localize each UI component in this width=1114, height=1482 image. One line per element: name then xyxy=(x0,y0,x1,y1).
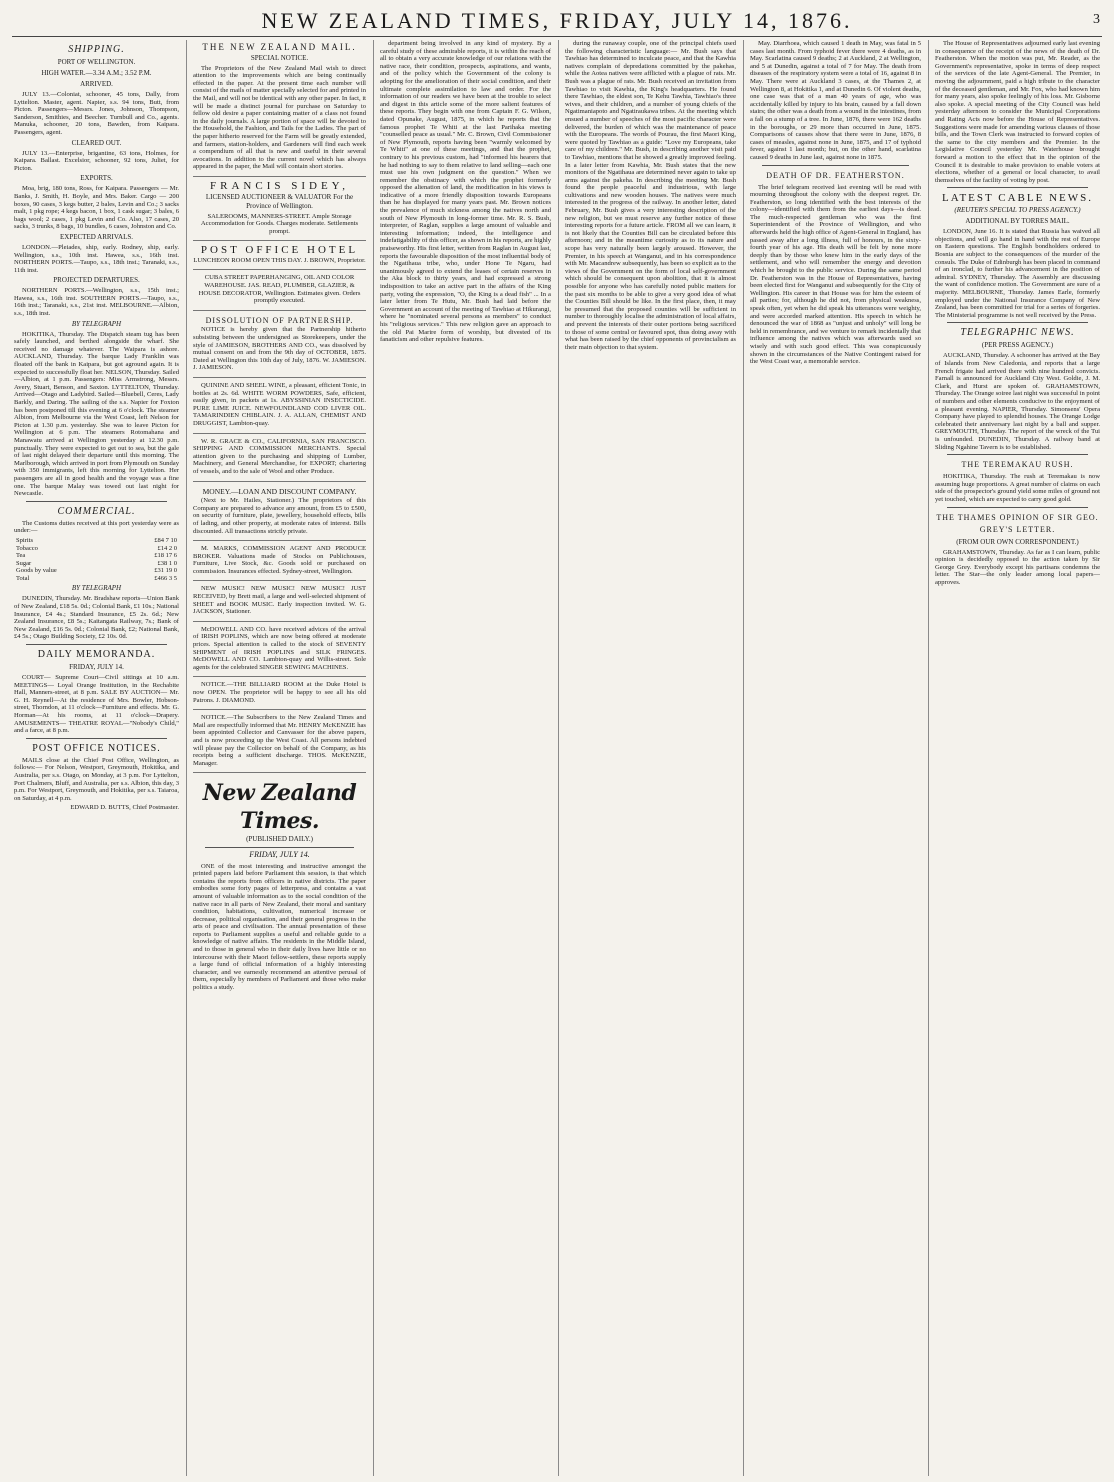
advertisement xyxy=(193,380,366,434)
sidey-text: SALEROOMS, MANNERS-STREET. Ample Storage Accommodation for Goods. Charges moderate. Settlements prompt. xyxy=(200,212,359,235)
marks-text: M. MARKS, COMMISSION AGENT AND PRODUCE BROKER. Valuations made of Stocks on Publichouses, Furniture, Live Stock, &c. Goods sold or purchased on commission. Insurances effected. Sydney-street, Wellington. xyxy=(193,545,366,575)
cleared-text: JULY 13.—Enterprise, brigantine, 63 tons, Holmes, for Kaipara. Ballast. Excelsior, schooner, 92 tons, Juliet, for Picton. xyxy=(14,149,179,172)
mcdowell-text: McDOWELL AND CO. have received advices of the arrival of IRISH POPLINS, which are now being offered at moderate prices. Special attention is called to the stock of SEVENTY SHIPMENT of IRISH POPLINS and SILK FRINGES. McDOWELL AND CO. Lambton-quay and Willis-street. Sole agents for the celebrated SINGER SEWING MACHINES. xyxy=(193,625,366,671)
column-2 xyxy=(187,40,372,1476)
shipping-heading: SHIPPING. xyxy=(68,44,125,55)
divider xyxy=(947,322,1088,323)
latest-cable-heading: LATEST CABLE NEWS. xyxy=(942,192,1093,205)
column-6 xyxy=(929,40,1106,1476)
divider xyxy=(947,507,1088,508)
exports-heading: EXPORTS. xyxy=(80,174,113,183)
arrived-heading: ARRIVED. xyxy=(80,80,113,88)
high-water: HIGH WATER.—3.34 A.M.; 3.52 P.M. xyxy=(41,69,152,77)
divider xyxy=(26,501,167,502)
additional-heading: ADDITIONAL BY TORRES MAIL. xyxy=(965,217,1070,226)
thames-subheading: (FROM OUR OWN CORRESPONDENT.) xyxy=(956,537,1079,546)
thames-heading: THE THAMES OPINION OF SIR GEO. GREY'S LETTER. xyxy=(936,512,1099,534)
mail-text: The Proprietors of the New Zealand Mail wish to direct attention to the improvements which are being continually effected in the paper. At the present time each number will consist of the mails of matter specially selected for and printed in the Mail, and will not be identical with any other paper. In fact, it will be made a distinct journal for purchase on Saturday to fellow old desire a paper containing matter of a class not found in the daily journals. A large portion of space will be devoted to the Household, the Fashion, and Tails for the Ladies. The part of the paper hitherto reserved for the Farm will be greatly extended, and farmers, station-holders, and Gardeners will find each week a compendium of all that is new and useful in their several avocations. In addition to the current novel which has always appeared in the paper, the Mail will contain short stories. xyxy=(193,64,366,171)
advertisement xyxy=(193,272,366,310)
grace-text: W. R. GRACE & CO., CALIFORNIA, SAN FRANCISCO. SHIPPING AND COMMISSION MERCHANTS. Special attention given to the purchasing and shipping of Lumber, Machinery, and General Merchandise, for EXPORT; chartering of vessels, and to the sale of Wool and other Produce. xyxy=(193,437,366,475)
cell-item: Total xyxy=(16,574,30,582)
arrived-text: JULY 13.—Coloniat, schooner, 45 tons, Dally, from Lyttelton. Master, agent. Napier, s.s. 94 tons, Butt, from Picton. Passengers—Messrs. Jones, Johnson, Thompson, Sanderson, Smithies, and Beecher. Turnbull and Co., agents. Manuka, schooner, 20 tons, Bawden, from Kaipara. Passengers, agent. xyxy=(14,91,179,136)
memoranda-text: COURT— Supreme Court—Civil sittings at 10 a.m. MEETINGS— Loyal Orange Institution, in the Rechabite Hall, Manners-street, at 8 p.m. SALE BY AUCTION— Mr. G. H. Reynell—At the residence of Mrs. Bowler, Hobson-street, Thorndon, at 11 o'clock—Furniture and effects. Mr. G. Horman—At his rooms, at 11 o'clock—Drapery. AMUSEMENTS— THEATRE ROYAL—"Nobody's Child," and a farce, at 8 p.m. xyxy=(14,674,179,735)
article-continuation: department being involved in any kind of mystery. By a careful study of these admirable reports, it is within the reach of all to obtain a very accurate knowledge of our relations with the native race, their condition, prospects, aspirations, and wants, and of the policy which the Government of the colony is adopting for the amelioration of their social condition, and their ultimate complete assimilation to law and order. For the information of our readers we have been at the trouble to select and digest in this article some of the more salient features of these reports. They begin with one from Captain F. G. Wilson, dated Opunake, August, 1875, in which he reports that the famous prophet Te Whiti at the last Parihaka meeting "counselled peace as usual." Mr. C. Brown, Civil Commissioner of New Plymouth, reports having been "warmly welcomed by Te Whiti" at one of these meetings, and that the prophet, contrary to his previous custom, had "informed his hearers that he had nothing to say to them relative to land selling—each one must use his own judgment on the question." When we remember the obstinacy with which the prophet formerly opposed the alienation of land, the modification in his views is indicative of a more friendly disposition towards Europeans than he has displayed for many years past. Mr. Brown notices the prevalence of much sickness among the natives north and south of New Plymouth in long-former time. Mr. R. S. Bush, interpreter, of Raglan, supplies a large amount of valuable and interesting information; indeed, the intelligence and indefatigability of this officer, as shown in his reports, are highly praiseworthy. His first letter, written from Raglan in August last, reports the favourable disposition of the most influential body of the Ngatihaua tribe, who, under Hone Te Ngaru, had unanimously agreed to extend the leases of certain reserves in the Aka block to thirty years, and had expressed a strong indisposition to take an active part in the affairs of the King party, voting the expression, "O, the King is a dead fish" ... In a later letter from Te Hutu, Mr. Bush had laid before the Government an account of the meeting of Tawhiao at Hikurangi, where he "nominated several persons as members" to conduct his "religious services." This new religion gave an approach to the old Pai Marire form of worship, but divested of its fanaticism and other repulsive features. xyxy=(380,40,552,344)
table-row xyxy=(14,575,179,583)
money-text: (Next to Mr. Hailes, Stationer.) The proprietors of this Company are prepared to advance any amount, from £5 to £500, on security of furniture, plate, jewellery, household effects, bills of lading, and other property, at moderate rates of interest. Bills discounted. All transactions strictly private. xyxy=(193,497,366,535)
divider xyxy=(205,847,354,848)
advertisement xyxy=(193,313,366,378)
mail-heading: THE NEW ZEALAND MAIL. xyxy=(202,42,357,52)
table-row xyxy=(14,545,179,553)
advertisement xyxy=(193,679,366,710)
column-5 xyxy=(744,40,927,1476)
advertisement xyxy=(193,583,366,621)
cuba-street-text: CUBA STREET PAPERHANGING, OIL AND COLOR WAREHOUSE. JAS. READ, PLUMBER, GLAZIER, & HOUSE DECORATOR, Wellington. Estimates given. Orders promptly executed. xyxy=(198,274,361,305)
divider xyxy=(947,187,1088,188)
money-heading: MONEY.—LOAN AND DISCOUNT COMPANY. xyxy=(202,486,357,496)
teremakau-heading: THE TEREMAKAU RUSH. xyxy=(961,460,1074,470)
advertisement xyxy=(193,179,366,241)
projected-text: NORTHERN PORTS.—Wellington, s.s., 15th inst.; Hawea, s.s., 16th inst. SOUTHERN PORTS.—Taupo, s.s., 16th inst.; Taranaki, s.s., 21st inst. MELBOURNE.—Albion, s.s., 18th inst. xyxy=(14,287,179,318)
cell-amount: £84 7 10 xyxy=(154,536,177,544)
column-3 xyxy=(374,40,557,1476)
mail-subheading: SPECIAL NOTICE. xyxy=(250,53,309,62)
dateline: FRIDAY, JULY 14. xyxy=(249,849,310,859)
music-text: NEW MUSIC! NEW MUSIC! NEW MUSIC! JUST RECEIVED, by Brett mail, a large and well-selected shipment of SHEET and BOOK MUSIC. Early inspection invited. W. G. JACKSON, Stationer. xyxy=(193,585,366,616)
telegraph-text: HOKITIKA, Thursday. The Dispatch steam tug has been safely launched, and berthed alongside the wharf. She received no damage whatever. The Waipara is ashore. AUCKLAND, Thursday. The barque Lady Franklin was floated off the bank in Kaipara, but got aground again. It is expected to successfully float her. NELSON, Thursday. Sailed—Albion, at 1 p.m. Passengers: Miss Armstrong, Messrs. Avery, Stuart, Benson, and Saxton. LYTTELTON, Thursday. Arrived—Otago and Ladybird. Sailed—Bluebell, Ceres, Lady Barkly, and Daring. The sailing of the s.s. Napier for Foxton has been postponed till this evening at 6 o'clock. The steamer Albion, from Melbourne via the West Coast, left Nelson for Picton at 1.30 p.m. yesterday. She was to leave Picton for Wellington at 6 p.m. The steamers Rotomahana and Manawatu arrived at Wellington yesterday at 12.30 p.m. punctually. They were expected to get out to sea, but the gale of last night delayed their departure until this morning. The Marlborough, which arrived in port from Plymouth on Sunday with 350 immigrants, left this morning for Lyttelton. Her passengers are all in good health and the voyage was a fine one. The barque Malay was towed out last night for Newcastle. xyxy=(14,330,180,498)
table-row xyxy=(14,567,179,575)
cell-amount: £31 19 0 xyxy=(154,567,177,575)
advertisement xyxy=(193,40,366,177)
death-text: The brief telegram received last evening will be read with mourning throughout the colony with the deepest regret. Dr. Featherston, so long identified with the best interests of the colony—identified with them from the earliest days—is dead. The much-respected gentleman who was the first Superintendent of the Province of Wellington, and who afterwards held the high office of Agent-General in England, has passed away after a long illness, full of honours, in the sixty-fourth year of his age. His death will be felt by none more deeply than by those who knew him in the early days of the settlement, and who will remember the energy and devotion which he brought to the public service. During the same period Dr. Featherston was in the House of Representatives, having been elected first for Wanganui and subsequently for the City of Wellington. His career in that House was for him the esteem of all parties; for, although he did not, from physical weakness, speak often, yet when he did speak his utterances were weighty, and were accorded marked attention. His speech in which he denounced the war of 1868 as "unjust and unholy" will long be held in remembrance, and we venture to remark incidentally that influence among the natives which was afterwards used so wisely and with such good effect. This was conspicuously shown in the circumstances of the Native Contingent raised for the West Coast war, a memorable service. xyxy=(750,183,921,366)
post-office-signature: EDWARD D. BUTTS, Chief Postmaster. xyxy=(70,804,179,812)
divider xyxy=(26,738,167,739)
collector-notice-text: NOTICE.—The Subscribers to the New Zealand Times and Mail are respectfully informed that Mr. HENRY McKENZIE has been appointed Collector and Canvasser for the above papers, and is now proceeding up the West Coast. All persons indebted will please pay the Collector on behalf of the Company, as his receipts being a sufficient discharge. THOS. McKENZIE, Manager. xyxy=(193,714,366,767)
cleared-heading: CLEARED OUT. xyxy=(71,138,122,147)
cell-amount: £14 2 0 xyxy=(157,544,177,552)
sidey-subheading: LICENSED AUCTIONEER & VALUATOR For the Province of Wellington. xyxy=(205,192,354,210)
commercial-heading: COMMERCIAL. xyxy=(57,505,136,517)
post-office-text: MAILS close at the Chief Post Office, Wellington, as follows:— For Nelson, Westport, Greymouth, Hokitika, and Australia, per s.s. Otago, on Monday, at 3 p.m. For Lyttelton, Port Chalmers, Bluff, and Australia, per s.s. Albion, this day, 3 p.m. For Westport, Greymouth, and Hokitika, per s.s. Taiaroa, on Saturday, at 4 p.m. xyxy=(14,756,179,802)
newspaper-title: NEW ZEALAND TIMES, FRIDAY, JULY 14, 1876. xyxy=(261,8,853,33)
cell-item: Tobacco xyxy=(16,544,38,552)
telegraph2-text: DUNEDIN, Thursday. Mr. Bradshaw reports—Union Bank of New Zealand, £18 5s. 0d.; Colonial Bank, £1 10s.; National Insurance, £4 4s.; Standard Insurance, £5 2s. 6d.; New Zealand Insurance, £8 5s.; Kaitangata Railway, 7s.; Bank of New Zealand, £16 5s. 0d.; Colonial Bank, £2; National Bank, £4 5s.; Otago Building Society, £2 10s. 0d. xyxy=(14,595,180,641)
advertisement xyxy=(193,624,366,678)
quinine-text: QUININE AND SHEEL WINE, a pleasant, efficient Tonic, in bottles at 2s. 6d. WHITE WORM POWDERS, Safe, efficient, easily given, in packets at 1s. ABYSSINIAN INSECTICIDE. PURE LIME JUICE. NEWFOUNDLAND COD LIVER OIL. TAMARINDIEN CHIBLAIN. J. A. ALLAN, CHEMIST AND DRUGGIST, Lambton-quay. xyxy=(193,382,366,427)
customs-table xyxy=(14,537,179,583)
top-rule xyxy=(12,36,1102,37)
table-row xyxy=(14,552,179,560)
advertisement xyxy=(193,712,366,773)
dissolution-text: NOTICE is hereby given that the Partnership hitherto subsisting between the undersigned as Storekeepers, under the style of JAMIESON, BROTHERS AND CO., was dissolved by mutual consent on and from the 9th day of OCTOBER, 1875. Dated at Wellington this 10th day of July, 1876. W. JAMIESON. J. JAMIESON. xyxy=(193,326,366,372)
advertisement xyxy=(193,484,366,542)
telegraphic-heading: TELEGRAPHIC NEWS. xyxy=(960,327,1075,339)
dissolution-heading: DISSOLUTION OF PARTNERSHIP. xyxy=(205,315,354,325)
masthead xyxy=(0,0,1114,32)
port-heading: PORT OF WELLINGTON. xyxy=(57,58,136,66)
article-continuation: during the runaway couple, one of the principal chiefs used the following characteristic language:— Mr. Bush says that Tawhiao has determined to inculcate peace, and that the Kawhia natives complain of depredations committed by the pakehas, while the Aotea natives were afflicted with a plague of rats. Mr. Bush was a plague of rats. Mr. Bush received an invitation from Tawhiao to visit Kawhia, the King's headquarters. He found there Tawhiao, the eldest son, Te Kehu Tawhia, Tawhiao's three wives, and their children, and a number of young chiefs of the Ngatimaniapoto and Ngatiraukawa tribes. At the meeting which ensued a number of speeches of the most pacific character were delivered, the burden of which was the maintenance of peace with the Europeans. The words of Pourau, the first Maori King, were quoted by Tawhiao as a guide: "Love my Europeans, take care of my children." Mr. Bush, in describing another visit paid to Tawhiao, mentions that he showed a greatly improved feeling. In a later letter from Kawhia, Mr. Bush states that the new monitors of the Ngatihaua are determined never again to take up arms against the pakeha. In describing the meeting Mr. Bush found the people peaceful and industrious, with large cultivations and new wooden houses. The natives were much interested in the progress of the railway. In another letter, dated February, Mr. Bush gives a very interesting description of the new religion, but we must reserve any further notice of these interesting reports for a future article. FROM all we can learn, it is not likely that the Counties Bill can be circulated before this afternoon; and in the meantime curiosity as to its nature and scope has very naturally been largely aroused. However, the Premier, in his speech at Wanganui, and in his correspondence with Mr. Macandrew subsequently, has been so explicit as to the views of the Government on the form of local self-government which should be consequent upon abolition, that it is almost possible for anyone who has carefully noted public matters for the past six months to be able to give a very good idea of what the Counties Bill should be like. In the first place, then, it may be presumed that the proposed counties will be sufficient in number to thoroughly localise the administration of local affairs, and prevent the interests of their outer portions being sacrificed to those of some central or favoured spot, thus doing away with what has been raised by the chief opponents of provincialism as their main objection to that system. xyxy=(565,40,736,351)
telegraphic-subheading: (PER PRESS AGENCY.) xyxy=(981,341,1054,350)
cell-item: Goods by value xyxy=(16,567,57,575)
sidey-heading: FRANCIS SIDEY, xyxy=(210,179,349,192)
banner-subtitle: (PUBLISHED DAILY.) xyxy=(246,835,313,844)
teremakau-text: HOKITIKA, Thursday. The rush at Teremakau is now assuming huge proportions. A great number of claims on each side of the prospector's ground yield some miles of ground not yet touched, which are expected to carry good gold. xyxy=(935,473,1100,503)
exports-text: Moa, brig, 180 tons, Ross, for Kaipara. Passengers — Mr. Banks, J. Smith, H. Boyle, and Mrs. Baker. Cargo — 200 boxes, 90 cases, 3 kegs butter, 2 bales, Levin and Co.; 3 sacks malt, 1 pkg rope; 4 kegs bacon, 1 box, 1 cask sugar; 3 bales, 6 bags wool; 2 cases, 1 pkg Levin and Co. Also, 17 cases, 20 sacks, 3 trunks, 8 bags, 10 bundles, 6 cases, Johnston and Co. xyxy=(14,185,179,231)
column-4 xyxy=(559,40,742,1476)
cell-item: Spirits xyxy=(16,536,33,544)
cell-amount: £466 3 5 xyxy=(154,574,177,582)
expected-heading: EXPECTED ARRIVALS. xyxy=(60,232,133,241)
house-news-text: The House of Representatives adjourned early last evening in consequence of the receipt of the news of the death of Dr. Featherston. When the motion was put, Mr. Reader, as the Government's representative, spoke in terms of deep respect of the services of the late Agent-General. The Premier, in moving the adjournment, paid a high tribute to the character of the deceased gentleman, and Mr. Fox, who had known him for many years, also spoke feelingly of his loss. Mr. Gisborne also spoke. A special meeting of the City Council was held yesterday afternoon to consider the Municipal Corporations and Rating Acts now before the House of Representatives. Suggestions were made for amending various clauses of those bills, and the Town Clerk was instructed to forward copies of the same to the city members and the Premier. In the Legislative Council yesterday Mr. Waterhouse brought forward a motion to the effect that in the opinion of the Council it is desirable to make provision to enable voters at elections, whether of a general or local character, to avail themselves of the facility of voting by post. xyxy=(935,40,1100,184)
newspaper-banner: New Zealand Times. xyxy=(202,780,357,835)
advertisement xyxy=(193,543,366,581)
memoranda-heading: DAILY MEMORANDA. xyxy=(37,649,156,661)
cell-amount: £38 1 0 xyxy=(157,559,177,567)
table-row xyxy=(14,537,179,545)
telegraph2-heading: BY TELEGRAPH xyxy=(71,584,122,593)
cell-item: Sugar xyxy=(16,559,32,567)
cell-item: Tea xyxy=(16,552,26,560)
latest-cable-subheading: (REUTER'S SPECIAL TO PRESS AGENCY.) xyxy=(954,206,1081,215)
post-office-heading: POST OFFICE NOTICES. xyxy=(32,742,161,754)
divider xyxy=(947,454,1088,455)
cell-amount: £18 17 6 xyxy=(154,552,177,560)
page-number: 3 xyxy=(1093,12,1100,27)
advertisement xyxy=(193,243,366,270)
divider xyxy=(26,644,167,645)
memoranda-date: FRIDAY, JULY 14. xyxy=(69,663,124,672)
death-heading: DEATH OF DR. FEATHERSTON. xyxy=(766,170,905,180)
projected-heading: PROJECTED DEPARTURES. xyxy=(53,276,140,285)
billiard-text: NOTICE.—THE BILLIARD ROOM at the Duke Hotel is now OPEN. The proprietor will be happy to see all his old Patrons. J. DIAMOND. xyxy=(193,681,366,704)
thames-text: GRAHAMSTOWN, Thursday. As far as I can learn, public opinion is decidedly opposed to the action taken by Sir George Grey. Everybody except his partisans condemns the letter. The Star—the only leader among local papers—approves. xyxy=(935,548,1100,586)
advertisement xyxy=(193,436,366,482)
additional-text: LONDON, June 16. It is stated that Russia has waived all objections, and will go hand in hand with the rest of Europe on Eastern questions. The English bondholders ordered to Bosnia are subject to the consequences of the murder of the consuls. The Duke of Edinburgh has been placed in command of an ironclad, to further his advancement in the position of admiral. SYDNEY, Thursday. The Assembly are discussing the want of confidence motion. The Government are sure of a majority. MELBOURNE, Thursday. James Earle, formerly employed under the National Insurance Company of New Zealand, has been committed for trial for a series of forgeries. The Ministerial programme is not well received by the Press. xyxy=(935,228,1100,319)
leader-article: ONE of the most interesting and instructive amongst the printed papers laid before Parliament this session, is that which contains the reports from officers in native districts. The paper embodies some forty pages of letterpress, and contains a vast amount of valuable information as to the social condition of the native race in all parts of New Zealand, their moral and sanitary condition, habitations, cultivation, numerical increase or decrease, political organisation, and their general progress in the arts of peace and civilisation. The annual presentation of these reports to Parliament supplies a useful and reliable guide to a knowledge of native affairs. The residents in the Middle Island, and to those in general who in their daily lives have little or no intercourse with their Maori fellow-settlers, these reports supply a large fund of official information of a highly interesting character, and we earnestly recommend an attentive perusal of them, especially by members of Parliament and those who make politics a study. xyxy=(193,862,366,992)
telegraph-heading: BY TELEGRAPH xyxy=(71,319,122,328)
registrar-report-text: May. Diarrhoea, which caused 1 death in May, was fatal in 5 cases last month. From typhoid fever there were 4 deaths, as in May. Scarlatina caused 9 deaths; 2 at Auckland, 2 at Wellington, and 5 at Dunedin, against a total of 7 for May. The death from diseases of the respiratory system were a total of 16, against 8 in May. There were at Auckland 3 cases, at the Thames 2, at Wellington 8, at Hokitika 1, and at Dunedin 6. Of violent deaths, one case was that of a man 40 years of age, who was accidentally killed by injury to his brain, caused by a fall down stairs; the other was a death from a wound in the intestines, from a fall on a stump of a tree. In June, 1876, there were 162 deaths in the boroughs, or 29 more than occurred in June, 1875. Comparisons of causes show that there were in June, 1876, 8 cases of measles, against none in June, 1875, and 17 of typhoid fever, against 1 last month; but, on the other hand, scarlatina caused 9 deaths in June last, against none in 1875. xyxy=(750,40,921,161)
commercial-text: The Customs duties received at this port yesterday were as under:— xyxy=(14,519,179,535)
post-office-hotel-text: LUNCHEON ROOM OPEN THIS DAY. J. BROWN, Proprietor. xyxy=(193,256,366,264)
column-1 xyxy=(8,40,185,1476)
expected-text: LONDON.—Pleiades, ship, early. Rodney, ship, early. Wellington, s.s., 10th inst. Hawea, s.s., 16th inst. NORTHERN PORTS.—Taupo, s.s., 18th inst.; Taranaki, s.s., 11th inst. xyxy=(14,243,179,274)
telegraphic-text: AUCKLAND, Thursday. A schooner has arrived at the Bay of Islands from New Caledonia, and reports that a large French frigate had arrived there with nine hundred convicts. Farnall is announced for Auckland City West. Goldie, J. M. Clark, and Hurst are spoken of. GRAHAMSTOWN, Thursday. The Orange soiree last night was successful in point of numbers and other elements conducive to the enjoyment of a pleasant evening. NAPIER, Thursday. Simonsens' Opera Company have played to splendid houses. The Orange Lodge celebrated their anniversary last night by a ball and supper. GREYMOUTH, Thursday. The report of the wreck of the Tui is unfounded. DUNEDIN, Thursday. A railway band at Sliding Ngahine Tavern is to be established. xyxy=(935,352,1100,451)
post-office-hotel-heading: POST OFFICE HOTEL xyxy=(200,244,359,257)
divider xyxy=(762,165,909,166)
table-row xyxy=(14,560,179,568)
